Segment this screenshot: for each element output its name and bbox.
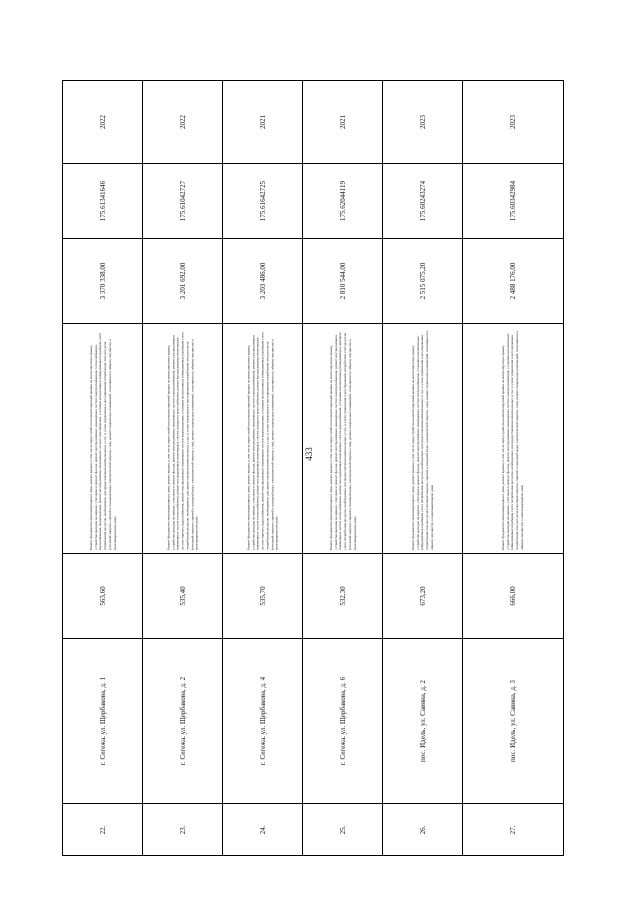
address-text: г. Сегежа, ул. Щербакова, д. 4 [258,676,267,766]
number-text: 27. [509,825,517,834]
cell-address [383,639,463,804]
area-text: 532,30 [338,586,347,606]
cell-works [143,324,223,554]
cell-year [303,81,383,164]
cell-year [63,81,143,164]
address-text: пос. Идель, ул. Савина, д. 2 [418,680,427,762]
cell-works [63,324,143,554]
area-text: 563,60 [98,586,107,606]
cell-works [223,324,303,554]
cell-number [463,804,564,856]
row-cost [63,239,564,324]
cell-year [143,81,223,164]
cell-works [463,324,564,554]
address-text: г. Сегежа, ул. Щербакова, д. 6 [338,676,347,766]
area-text: 535,70 [258,586,267,606]
cell-code [383,164,463,239]
cost-text: 3 370 338,00 [98,262,107,300]
cell-cost [223,239,303,324]
works-text: Ремонт фундамента многоквартирного дома, ремонт крыши, в том числе переустройство невентилируемой крыши на вентилируемую крышу, устройство выходов на кровлю, утепление и ремонт фасада, ремонт внутридомовых инженерных систем теплоснабжения, установка коллективных (общедомовых) приборов учета потребления ресурсов, необходимых для предоставления коммунальных услуг, и узлов управления и регулирования потребления этих ресурсов (тепловой энергии, горячей и холодной воды, электрической энергии, газа), ремонт подвальных помещений, относящихся к общему имуществу в многоквартирном доме [410,330,434,550]
cell-works [383,324,463,554]
cell-cost [63,239,143,324]
cell-area [383,554,463,639]
cell-code [223,164,303,239]
cost-text: 3 203 486,00 [258,262,267,300]
number-text: 26. [418,825,427,834]
cell-cost [383,239,463,324]
cost-text: 2 810 544,00 [338,262,347,300]
cell-area [303,554,383,639]
cell-year [223,81,303,164]
cell-address [463,639,564,804]
cell-cost [463,239,564,324]
number-text: 23. [178,825,187,834]
code-text: 175.61042727 [178,180,187,222]
cell-area [463,554,564,639]
cell-cost [303,239,383,324]
area-text: 666,00 [509,586,517,606]
row-number [63,804,564,856]
area-text: 673,20 [418,586,427,606]
cell-year [463,81,564,164]
code-text: 175.62044119 [338,181,347,221]
page-number-text: 433 [304,447,314,461]
cell-cost [143,239,223,324]
cell-code [303,164,383,239]
cell-area [63,554,143,639]
works-text: Ремонт фундамента многоквартирного дома, ремонт крыши, в том числе переустройство невентилируемой крыши на вентилируемую крышу, устройство выходов на кровлю, утепление и ремонт фасада, ремонт внутридомовых инженерных систем электроснабжения, теплоснабжения, водоснабжения, водоотведения, ремонт внутридомовых инженерных систем газоснабжения, установка коллективных (общедомовых) приборов учета потребления ресурсов, необходимых для предоставления коммунальных услуг, и узлов управления и регулирования потребления этих ресурсов (тепловой энергии, горячей и холодной воды, электрической энергии, газа), ремонт подвальных помещений, относящихся к общему имуществу в многоквартирном доме [88,332,116,550]
cell-number [303,804,383,856]
cell-area [143,554,223,639]
cell-year [383,81,463,164]
code-text: 175.61642725 [258,180,267,222]
row-area [63,554,564,639]
works-text: Ремонт фундамента многоквартирного дома, ремонт крыши, в том числе переустройство невентилируемой крыши на вентилируемую крышу, устройство выходов на кровлю, утепление и ремонт фасада, ремонт внутридомовых инженерных систем электроснабжения, ремонт внутридомовых инженерных систем теплоснабжения, ремонт внутридомовых инженерных систем холодного водоснабжения, ремонт внутридомовых инженерных систем горячего водоснабжения, ремонт внутридомовых инженерных систем водоотведения, установка коллективных (общедомовых) приборов учета потребления ресурсов, необходимых для предоставления коммунальных услуг, и узлов управления и регулирования потребления этих ресурсов (тепловой энергии, горячей и холодной воды, электрической энергии, газа), ремонт подвальных помещений, относящихся к общему имуществу в многоквартирном доме [166,331,199,550]
cell-number [223,804,303,856]
year-text: 2022 [98,115,107,129]
cell-code [63,164,143,239]
repair-program-table [62,80,564,856]
cost-text: 2 515 075,20 [418,262,427,300]
number-text: 22. [98,825,107,834]
address-text: г. Сегежа, ул. Щербакова, д. 1 [98,676,107,766]
works-text: Ремонт фундамента многоквартирного дома, ремонт крыши, в том числе переустройство невентилируемой крыши на вентилируемую крышу, устройство выходов на кровлю, утепление и ремонт фасада, ремонт внутридомовых инженерных систем электроснабжения, ремонт внутридомовых инженерных систем теплоснабжения, ремонт внутридомовых инженерных систем холодного водоснабжения, ремонт внутридомовых инженерных систем горячего водоснабжения, ремонт внутридомовых инженерных систем водоотведения, установка коллективных (общедомовых) приборов учета потребления ресурсов, необходимых для предоставления коммунальных услуг, и узлов управления и регулирования потребления этих ресурсов (тепловой энергии, горячей и холодной воды, электрической энергии, газа), ремонт подвальных помещений, относящихся к общему имуществу в многоквартирном доме [246,331,279,550]
cell-address [143,639,223,804]
code-text: 175.61341646 [98,180,107,222]
cell-number [63,804,143,856]
address-text: пос. Идель, ул. Савина, д. 3 [509,680,517,762]
row-code [63,164,564,239]
row-year [63,81,564,164]
works-text: Ремонт фундамента многоквартирного дома, ремонт крыши, в том числе переустройство невентилируемой крыши на вентилируемую крышу, устройство выходов на кровлю, утепление и ремонт фасада, ремонт внутридомовых инженерных систем электроснабжения, установка коллективных (общедомовых) приборов учета потребления ресурсов, необходимых для предоставления коммунальных услуг, и узлов управления и регулирования потребления этих ресурсов (тепловой энергии, горячей и холодной воды, электрической энергии, газа), ремонт подвальных помещений, относящихся к общему имуществу в многоквартирном доме [501,330,525,550]
year-text: 2021 [258,115,267,129]
cell-works [303,324,383,554]
address-text: г. Сегежа, ул. Щербакова, д. 2 [178,676,187,766]
cell-address [63,639,143,804]
cell-area [223,554,303,639]
cost-text: 3 201 692,00 [178,262,187,300]
code-text: 175.60243274 [418,180,427,222]
cell-address [223,639,303,804]
works-text: Ремонт фундамента многоквартирного дома, ремонт крыши, в том числе переустройство невентилируемой крыши на вентилируемую крышу, устройство выходов на кровлю, утепление и ремонт фасада, ремонт внутридомовых инженерных систем электроснабжения, ремонт внутридомовых инженерных систем теплоснабжения, ремонт внутридомовых инженерных систем водоснабжения, установка коллективных (общедомовых) приборов учета потребления ресурсов, необходимых для предоставления коммунальных услуг, и узлов управления и регулирования потребления этих ресурсов (тепловой энергии, горячей и холодной воды, электрической энергии, газа), ремонт подвальных помещений, относящихся к общему имуществу в многоквартирном доме [328,331,356,550]
cell-code [463,164,564,239]
cell-address [303,639,383,804]
number-text: 24. [258,825,267,834]
row-address [63,639,564,804]
year-text: 2023 [509,115,517,129]
row-works [63,324,564,554]
year-text: 2023 [418,115,427,129]
number-text: 25. [338,825,347,834]
year-text: 2021 [338,115,347,129]
cost-text: 2 488 176,00 [509,262,517,300]
year-text: 2022 [178,115,187,129]
cell-number [383,804,463,856]
cell-code [143,164,223,239]
area-text: 535,40 [178,586,187,606]
cell-number [143,804,223,856]
code-text: 175.60342984 [509,180,517,222]
